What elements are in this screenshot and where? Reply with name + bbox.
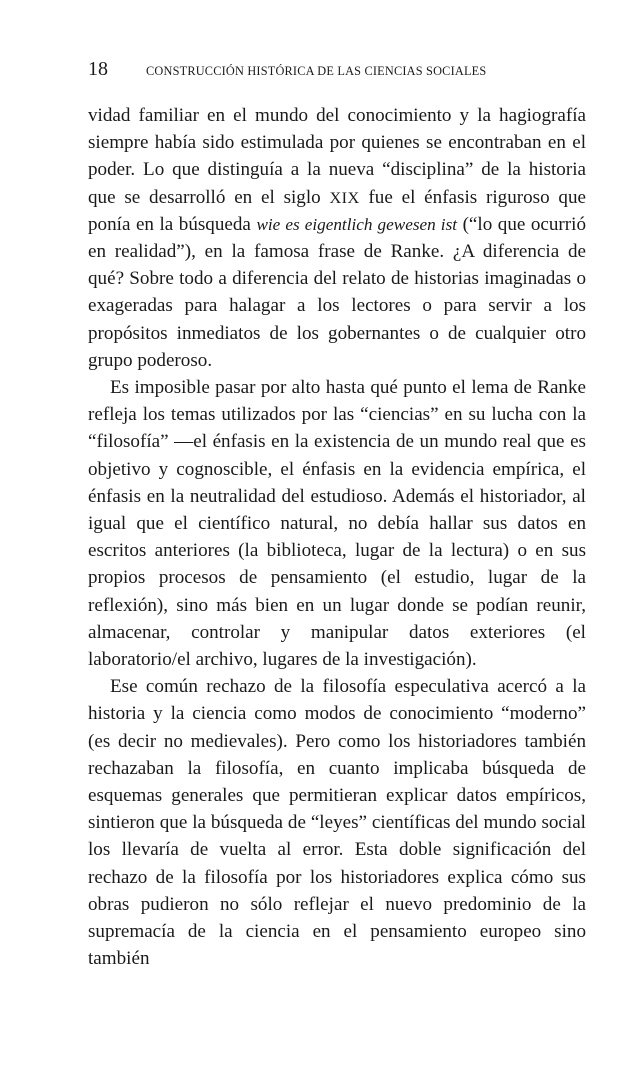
body-text [88, 102, 586, 973]
paragraph-1-part-2: fue el énfasis riguroso que ponía en la búsqueda [88, 186, 586, 235]
paragraph-1-part-1: vidad familiar en el mundo del conocimiento y la hagiografía siempre había sido estimulada por quienes se encontraban en el poder. Lo que distinguía a la nueva “disciplina” de la historia que se desarrolló en el siglo [88, 105, 586, 208]
paragraph-3: Ese común rechazo de la filosofía especulativa acercó a la historia y la ciencia como modos de conocimiento “moderno” (es decir no medievales). Pero como los historiadores también rechazaban la filosofía, en cuanto implicaba búsqueda de esquemas generales que permitieran explicar datos empíricos, sintieron que la búsqueda de “leyes” científicas del mundo social los llevaría de vuelta al error. Esta doble significación del rechazo de la filosofía por los historiadores explica cómo sus obras pudieron no sólo reflejar el nuevo predominio de la supremacía de la ciencia en el pensamiento europeo sino también [88, 676, 586, 970]
paragraph-1 [88, 102, 586, 374]
ranke-quote-german: wie es eigentlich gewesen ist [256, 214, 458, 234]
running-title: CONSTRUCCIÓN HISTÓRICA DE LAS CIENCIAS SOCIALES [146, 64, 487, 78]
page-number: 18 [88, 58, 108, 80]
paragraph-1-part-3: (“lo que ocurrió en realidad”), en la famosa frase de Ranke. ¿A diferencia de qué? Sobre todo a diferencia del relato de historias imaginadas o exageradas para halagar a los lectores o para servir a los propósitos inmediatos de los gobernantes o de cualquier otro grupo poderoso. [88, 213, 587, 371]
paragraph-2: Es imposible pasar por alto hasta qué punto el lema de Ranke refleja los temas utilizados por las “ciencias” en su lucha con la “filosofía” —el énfasis en la existencia de un mundo real que es objetivo y cognoscible, el énfasis en la evidencia empírica, el énfasis en la neutralidad del estudioso. Además el historiador, al igual que el científico natural, no debía hallar sus datos en escritos anteriores (la biblioteca, lugar de la lectura) o en sus propios procesos de pensamiento (el estudio, lugar de la reflexión), sino más bien en un lugar donde se podían reunir, almacenar, controlar y manipular datos exteriores (el laboratorio/el archivo, lugares de la investigación). [88, 377, 586, 671]
running-header [88, 58, 586, 88]
century-small-caps: XIX [329, 187, 360, 207]
